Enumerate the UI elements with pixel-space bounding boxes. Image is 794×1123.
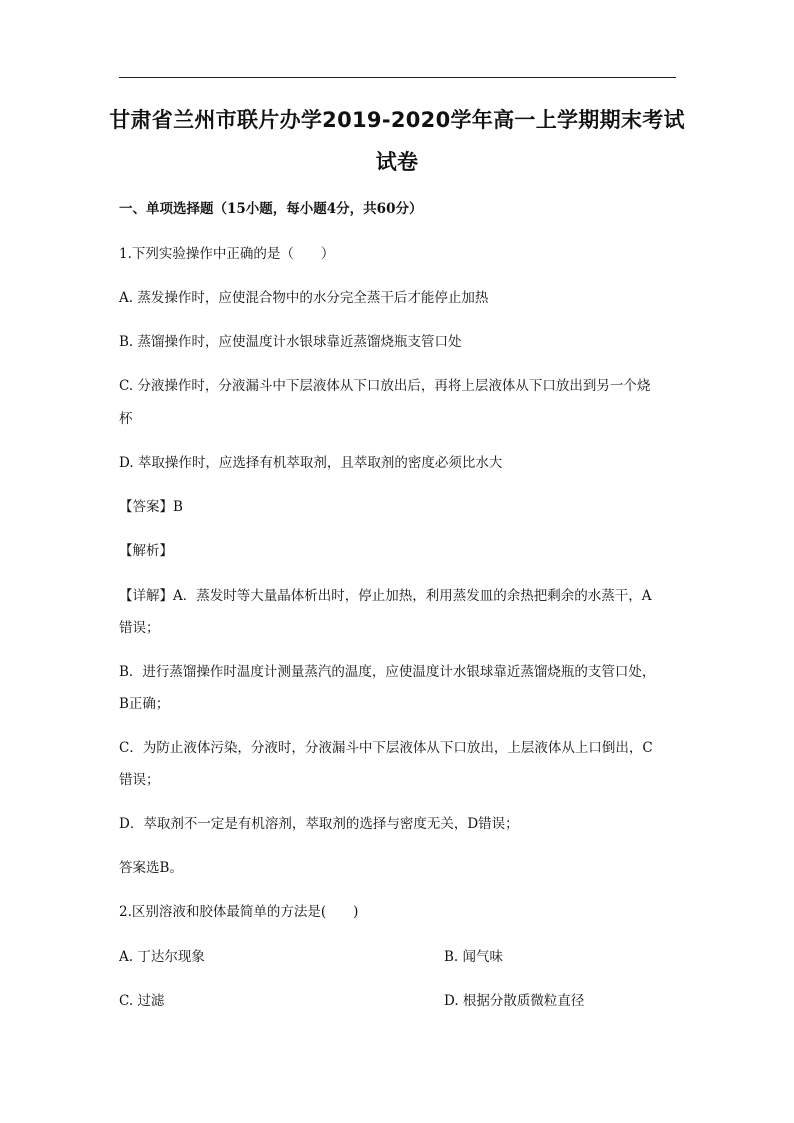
analysis-line-a: 【详解】A．蒸发时等大量晶体析出时，停止加热，利用蒸发皿的余热把剩余的水蒸干，A	[119, 588, 652, 604]
question-2-option-d: D. 根据分散质微粒直径	[444, 993, 585, 1009]
header-rule	[119, 77, 676, 78]
question-1-stem: 1.下列实验操作中正确的是（ ）	[119, 246, 335, 262]
analysis-line-c-continued: 错误；	[119, 772, 160, 788]
question-1-answer: 【答案】B	[119, 499, 183, 515]
question-2-stem: 2.区别溶液和胶体最简单的方法是( )	[119, 904, 359, 920]
analysis-line-c: C．为防止液体污染，分液时，分液漏斗中下层液体从下口放出，上层液体从上口倒出，C	[119, 740, 653, 756]
question-1-option-b: B. 蒸馏操作时，应使温度计水银球靠近蒸馏烧瓶支管口处	[119, 334, 462, 350]
question-1-option-d: D. 萃取操作时，应选择有机萃取剂，且萃取剂的密度必须比水大	[119, 455, 503, 471]
analysis-conclusion: 答案选B。	[119, 860, 183, 876]
analysis-line-d: D．萃取剂不一定是有机溶剂，萃取剂的选择与密度无关，D错误；	[119, 816, 519, 832]
question-2-option-a: A. 丁达尔现象	[119, 949, 205, 965]
question-1-option-a: A. 蒸发操作时，应使混合物中的水分完全蒸干后才能停止加热	[119, 290, 489, 306]
question-1-analysis-label: 【解析】	[119, 543, 173, 559]
question-1-option-c: C. 分液操作时，分液漏斗中下层液体从下口放出后，再将上层液体从下口放出到另一个烧	[119, 378, 651, 394]
analysis-line-b: B．进行蒸馏操作时温度计测量蒸汽的温度，应使温度计水银球靠近蒸馏烧瓶的支管口处，	[119, 664, 656, 680]
document-title-continued: 试卷	[375, 150, 419, 174]
section-heading: 一、单项选择题（15小题，每小题4分，共60分）	[119, 201, 423, 217]
analysis-line-b-continued: B正确；	[119, 696, 170, 712]
analysis-line-a-continued: 错误；	[119, 620, 160, 636]
document-title: 甘肃省兰州市联片办学2019-2020学年高一上学期期末考试	[109, 108, 685, 132]
question-2-option-b: B. 闻气味	[444, 949, 504, 965]
question-2-option-c: C. 过滤	[119, 993, 165, 1009]
question-1-option-c-continued: 杯	[119, 411, 133, 427]
